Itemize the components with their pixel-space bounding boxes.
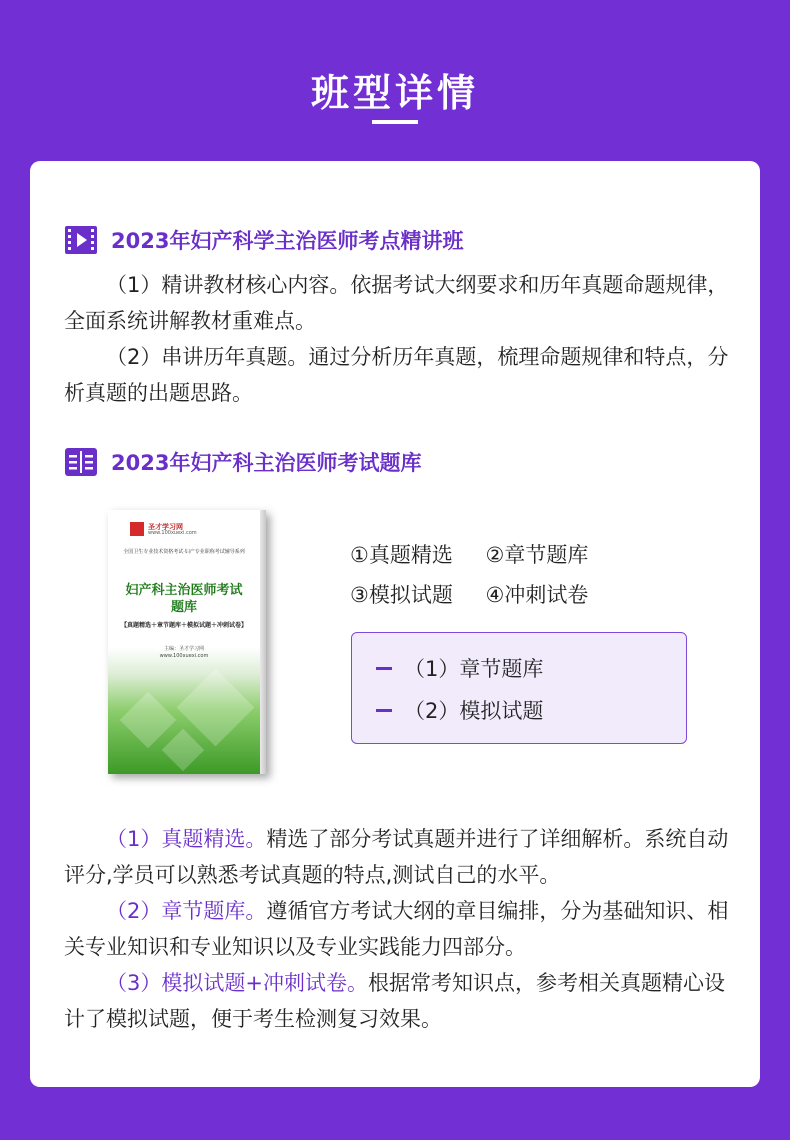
section2-details <box>64 821 734 1037</box>
feature-item: ①真题精选 <box>350 543 453 567</box>
book-series: 全国卫生专业技术资格考试·妇产专业职称考试辅导系列 <box>123 549 245 555</box>
book-editor <box>108 646 260 660</box>
dash-icon <box>376 667 392 670</box>
subitem-label: （1）章节题库 <box>404 657 544 681</box>
content-card <box>30 161 760 1087</box>
feature-item: ③模拟试题 <box>350 583 453 607</box>
section1-body <box>64 267 734 411</box>
book-title-line: 题库 <box>170 600 197 615</box>
book-spine <box>260 510 266 774</box>
subitem-label: （2）模拟试题 <box>404 699 544 723</box>
detail-text: 精选了部分考试真题并进行了详细解析。系统自动评分,学员可以熟悉考试真题的特点,测试自己的水平。 <box>64 827 729 887</box>
detail-label: （3）模拟试题+冲刺试卷。 <box>106 971 368 995</box>
section1-title: 2023年妇产科学主治医师考点精讲班 <box>111 229 464 253</box>
subitem-box <box>351 632 687 744</box>
book-title <box>108 582 260 616</box>
book-open-icon <box>65 448 97 476</box>
section1-paragraph: （1）精讲教材核心内容。依据考试大纲要求和历年真题命题规律，全面系统讲解教材重难点。 <box>64 273 729 333</box>
book-cover <box>108 510 266 774</box>
book-editor-url: www.100xuexi.com <box>159 653 209 659</box>
feature-item: ②章节题库 <box>485 543 589 567</box>
section1-paragraph: （2）串讲历年真题。通过分析历年真题，梳理命题规律和特点，分析真题的出题思路。 <box>64 345 729 405</box>
publisher-name: 圣才学习网 <box>148 523 183 531</box>
dash-icon <box>376 709 392 712</box>
feature-list <box>350 535 614 615</box>
video-play-icon <box>65 226 97 254</box>
section2-title: 2023年妇产科主治医师考试题库 <box>111 451 422 475</box>
detail-text: 遵循官方考试大纲的章目编排，分为基础知识、相关专业知识和专业知识以及专业实践能力四部分。 <box>64 899 729 959</box>
section2-heading <box>65 447 421 477</box>
detail-text: 根据常考知识点，参考相关真题精心设计了模拟试题，便于考生检测复习效果。 <box>64 971 725 1031</box>
feature-item: ④冲刺试卷 <box>485 583 589 607</box>
detail-paragraph <box>64 965 734 1037</box>
subitem <box>376 653 543 683</box>
book-editor-name: 主编：圣才学习网 <box>163 646 204 652</box>
title-underline <box>372 120 418 124</box>
page-title: 班型详情 <box>310 71 479 115</box>
subitem <box>376 695 543 725</box>
detail-label: （1）真题精选。 <box>106 827 267 851</box>
section1-heading <box>65 225 463 255</box>
detail-paragraph <box>64 821 734 893</box>
detail-label: （2）章节题库。 <box>106 899 267 923</box>
publisher-logo <box>130 522 144 536</box>
cover-decoration <box>120 692 177 749</box>
cover-decoration <box>162 729 204 771</box>
book-subtitle: 【真题精选＋章节题库＋模拟试题＋冲刺试卷】 <box>120 622 247 629</box>
detail-paragraph <box>64 893 734 965</box>
publisher-url: www.100xuexi.com <box>148 530 197 536</box>
book-title-line: 妇产科主治医师考试 <box>125 583 243 598</box>
